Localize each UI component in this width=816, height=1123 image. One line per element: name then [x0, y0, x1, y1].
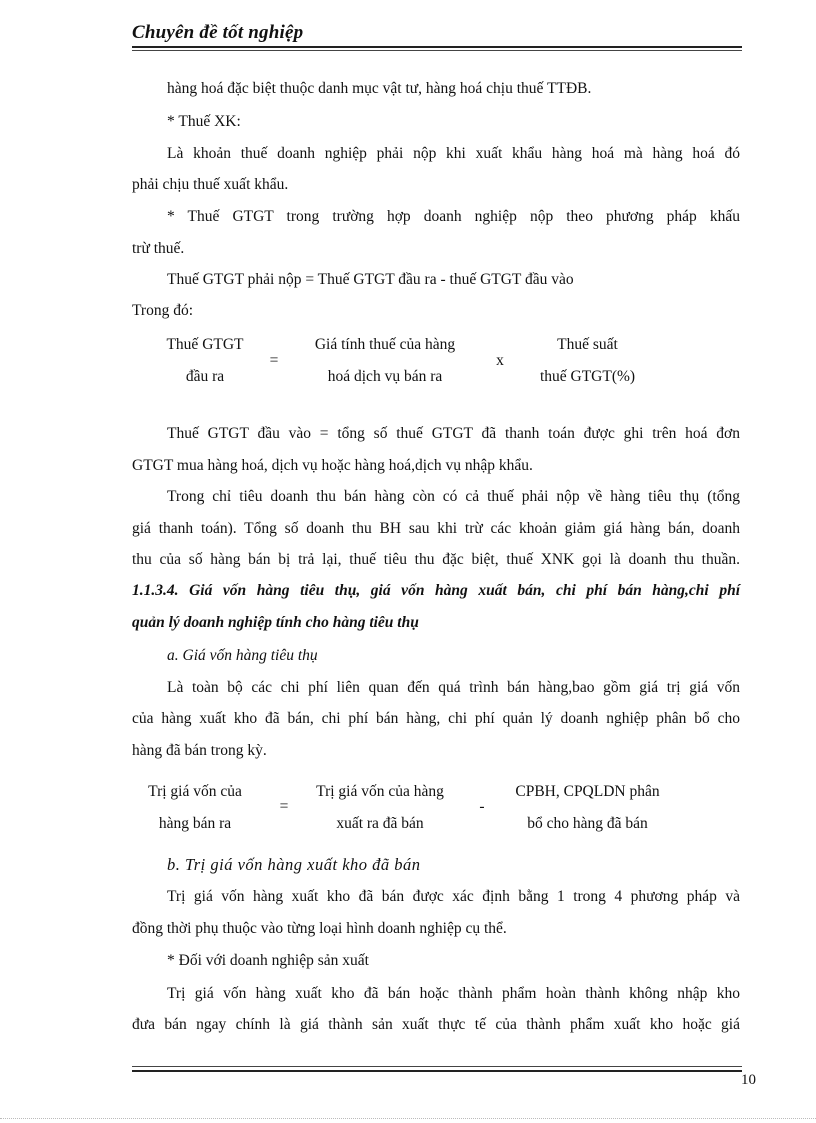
- formula-left-2: đầu ra: [185, 368, 225, 385]
- header-rule-thin: [132, 50, 742, 51]
- text-line: hàng hoá đặc biệt thuộc danh mục vật tư, hàng hoá chịu thuế TTĐB.: [167, 80, 592, 97]
- formula-left-1: Thuế GTGT: [166, 336, 244, 353]
- text-line: đưa bán ngay chính là giá thành sản xuất thực tế của thành phẩm xuất kho hoặc giá: [132, 1016, 740, 1033]
- header-rule-thick: [132, 46, 742, 48]
- text-line: * Đối với doanh nghiệp sản xuất: [167, 952, 369, 969]
- text-line: phải chịu thuế xuất khẩu.: [132, 176, 289, 193]
- formula-operator-minus: -: [479, 798, 485, 815]
- subheading-a: a. Giá vốn hàng tiêu thụ: [167, 647, 318, 664]
- text-line: thu của số hàng bán bị trả lại, thuế tiêu thu đặc biệt, thuế XNK gọi là doanh thu thuần.: [132, 551, 740, 568]
- text-line: trừ thuế.: [132, 240, 185, 257]
- text-line: Thuế GTGT đầu vào = tổng số thuế GTGT đã thanh toán được ghi trên hoá đơn: [167, 425, 740, 442]
- page-bottom-dotted-edge: [0, 1118, 816, 1119]
- formula-right-2: bổ cho hàng đã bán: [527, 815, 648, 832]
- formula-operator-equals: =: [269, 352, 279, 369]
- page-number: 10: [741, 1072, 756, 1088]
- formula-operator-equals: =: [279, 798, 289, 815]
- text-line: Là toàn bộ các chi phí liên quan đến quá trình bán hàng,bao gồm giá trị giá vốn: [167, 679, 740, 696]
- text-line: Trong đó:: [132, 302, 194, 319]
- text-line: của hàng xuất kho đã bán, chi phí bán hàng, chi phí quản lý doanh nghiệp phân bổ cho: [132, 710, 740, 727]
- section-heading: 1.1.3.4. Giá vốn hàng tiêu thụ, giá vốn hàng xuất bán, chi phí bán hàng,chi phí: [132, 582, 740, 599]
- text-line: * Thuế XK:: [167, 113, 241, 130]
- formula-mid-2: hoá dịch vụ bán ra: [327, 368, 443, 385]
- text-line: giá thanh toán). Tổng số doanh thu BH sau khi trừ các khoản giảm giá hàng bán, doanh: [132, 520, 740, 537]
- formula-right-1: Thuế suất: [557, 336, 618, 353]
- text-line: * Thuế GTGT trong trường hợp doanh nghiệp nộp theo phương pháp khấu: [167, 208, 740, 225]
- footer-rule-thick: [132, 1070, 742, 1072]
- footer-rule-thin: [132, 1066, 742, 1067]
- formula-right-2: thuế GTGT(%): [539, 368, 636, 385]
- formula-left-1: Trị giá vốn của: [148, 783, 242, 800]
- section-heading-cont: quản lý doanh nghiệp tính cho hàng tiêu thụ: [132, 614, 419, 631]
- formula-mid-2: xuất ra đã bán: [336, 815, 424, 832]
- formula-mid-1: Giá tính thuế của hàng: [314, 336, 456, 353]
- header-title: Chuyên đề tốt nghiệp: [132, 22, 304, 43]
- text-line: Là khoản thuế doanh nghiệp phải nộp khi xuất khẩu hàng hoá mà hàng hoá đó: [167, 145, 740, 162]
- formula-right-1: CPBH, CPQLDN phân: [515, 783, 660, 800]
- text-line: GTGT mua hàng hoá, dịch vụ hoặc hàng hoá,dịch vụ nhập khẩu.: [132, 457, 533, 474]
- text-line: Trị giá vốn hàng xuất kho đã bán được xác định bằng 1 trong 4 phương pháp và: [167, 888, 740, 905]
- formula-mid-1: Trị giá vốn của hàng: [316, 783, 444, 800]
- formula-text: Thuế GTGT phải nộp = Thuế GTGT đầu ra - thuế GTGT đầu vào: [167, 271, 574, 288]
- text-line: đồng thời phụ thuộc vào từng loại hình doanh nghiệp cụ thể.: [132, 920, 507, 937]
- formula-left-2: hàng bán ra: [158, 815, 232, 832]
- text-line: hàng đã bán trong kỳ.: [132, 742, 267, 759]
- formula-operator-multiply: x: [496, 352, 504, 369]
- subheading-b: b. Trị giá vốn hàng xuất kho đã bán: [167, 855, 421, 874]
- text-line: Trị giá vốn hàng xuất kho đã bán hoặc thành phẩm hoàn thành không nhập kho: [167, 985, 740, 1002]
- text-line: Trong chỉ tiêu doanh thu bán hàng còn có cả thuế phải nộp về hàng tiêu thụ (tổng: [167, 488, 740, 505]
